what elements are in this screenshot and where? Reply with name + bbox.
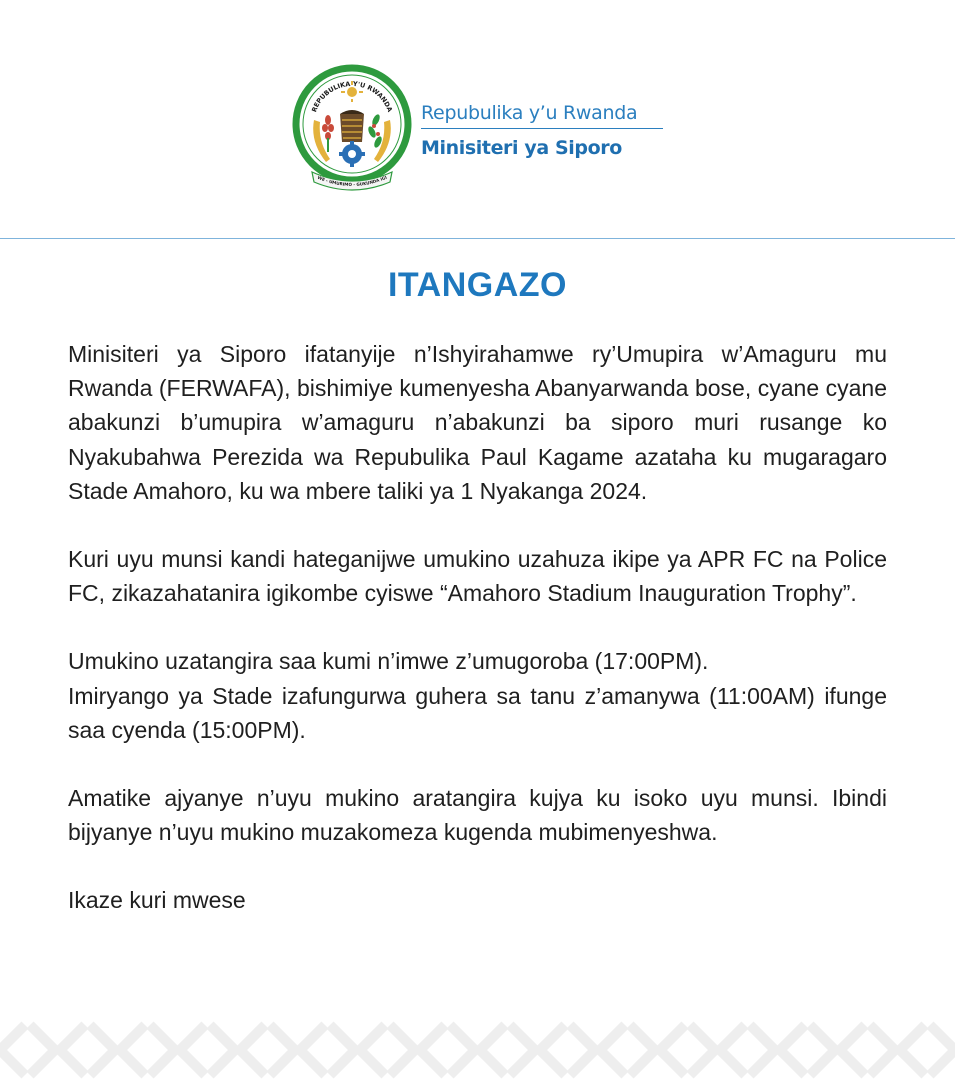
chevron-mark — [660, 1025, 685, 1075]
republic-name: Repubulika y’u Rwanda — [421, 102, 638, 124]
chevron-mark — [270, 1025, 295, 1075]
chevron-mark — [510, 1025, 535, 1075]
chevron-mark — [180, 1025, 205, 1075]
chevron-mark — [900, 1025, 925, 1075]
paragraph-intro: Minisiteri ya Siporo ifatanyije n’Ishyirahamwe ry’Umupira w’Amaguru mu Rwanda (FERWAFA), bishimiye kumenyesha Abanyarwanda bose, cyane cyane abakunzi b’umupira w’amaguru n’abakunzi ba siporo muri rusange ko Nyakubahwa Perezida wa Repubulika Paul Kagame azataha ku mugaragaro Stade Amahoro, ku wa mbere taliki ya 1 Nyakanga 2024. — [68, 341, 887, 504]
chevron-mark — [780, 1025, 805, 1075]
chevron-mark — [840, 1025, 865, 1075]
ministry-name: Minisiteri ya Siporo — [421, 137, 622, 159]
schedule-gates: Imiryango ya Stade izafungurwa guhera sa tanu z’amanywa (11:00AM) ifunge saa cyenda (15:00PM). — [68, 682, 887, 743]
paragraph-tickets: Amatike ajyanye n’uyu mukino aratangira kujya ku isoko uyu munsi. Ibindi bijyanye n’uyu mukino muzakomeza kugenda mubimenyeshwa. — [68, 785, 887, 846]
chevron-mark — [720, 1025, 745, 1075]
chevron-mark — [390, 1025, 415, 1075]
chevron-mark — [570, 1025, 595, 1075]
chevron-mark — [210, 1025, 235, 1075]
letterhead-rule — [421, 128, 663, 129]
chevron-mark — [240, 1025, 265, 1075]
rwanda-coat-of-arms-icon — [292, 62, 412, 192]
document-title: ITANGAZO — [387, 266, 567, 304]
svg-text:REPUBULIKA Y'U RWANDA: REPUBULIKA Y'U RWANDA — [310, 79, 394, 114]
closing-line: Ikaze kuri mwese — [68, 887, 246, 914]
chevron-mark — [810, 1025, 835, 1075]
footer-chevron-pattern — [0, 1020, 955, 1080]
schedule-kickoff: Umukino uzatangira saa kumi n’imwe z’umugoroba (17:00PM). — [68, 648, 709, 675]
chevron-mark — [870, 1025, 895, 1075]
chevron-mark — [300, 1025, 325, 1075]
chevron-mark — [600, 1025, 625, 1075]
letterhead — [0, 0, 955, 240]
chevron-mark — [60, 1025, 85, 1075]
header-divider — [0, 238, 955, 239]
chevron-mark — [90, 1025, 115, 1075]
chevron-mark — [330, 1025, 355, 1075]
chevron-mark — [750, 1025, 775, 1075]
announcement-body — [68, 337, 887, 952]
paragraph-schedule — [68, 644, 887, 747]
chevron-mark — [120, 1025, 145, 1075]
chevron-mark — [480, 1025, 505, 1075]
chevron-mark — [150, 1025, 175, 1075]
chevron-mark — [450, 1025, 475, 1075]
chevron-mark — [930, 1025, 955, 1075]
chevron-mark — [540, 1025, 565, 1075]
chevron-mark — [420, 1025, 445, 1075]
chevron-mark — [690, 1025, 715, 1075]
svg-text:UBUMWE - UMURIMO - GUKUNDA IGI: WE - UMURIMO - GUKUNDA IGI — [316, 174, 388, 188]
chevron-mark — [360, 1025, 385, 1075]
chevron-mark — [0, 1025, 25, 1075]
letterhead-text — [421, 100, 663, 161]
paragraph-match: Kuri uyu munsi kandi hateganijwe umukino uzahuza ikipe ya APR FC na Police FC, zikazahatanira igikombe cyiswe “Amahoro Stadium Inauguration Trophy”. — [68, 546, 887, 607]
chevron-mark — [30, 1025, 55, 1075]
chevron-mark — [630, 1025, 655, 1075]
